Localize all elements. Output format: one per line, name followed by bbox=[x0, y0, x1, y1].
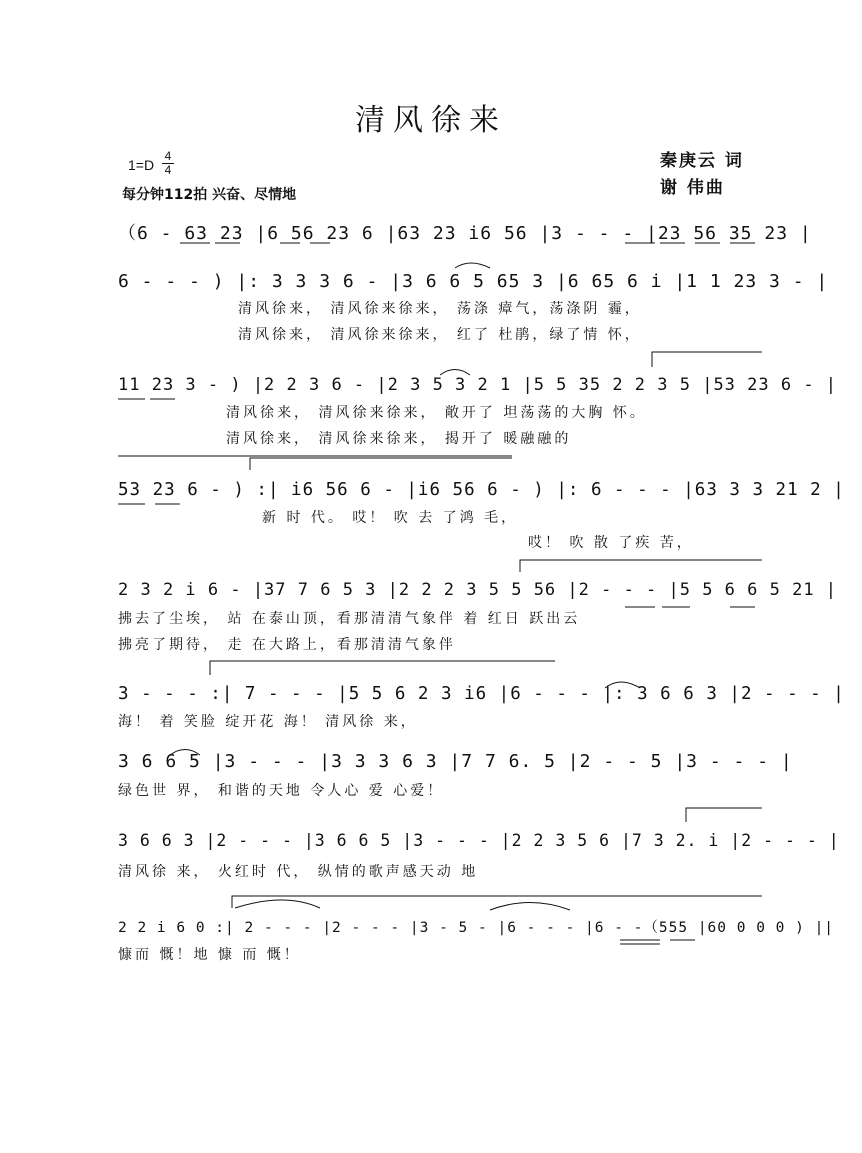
tempo-marking: 每分钟112拍 兴奋、尽情地 bbox=[122, 187, 297, 203]
notation-line-4: 53 23 6 - ) :| i6 56 6 - |i6 56 6 - ) |: 6 - - - |63 3 3 21 2 | bbox=[118, 480, 845, 500]
notation-line-1: （6 - 63 23 |6 56 23 6 |63 23 i6 56 |3 - - - |23 56 35 23 | bbox=[118, 223, 812, 244]
volta-bracket-5 bbox=[686, 808, 762, 822]
volta-bracket-2 bbox=[250, 458, 512, 470]
volta-bracket-3 bbox=[520, 560, 762, 572]
lyricist-credit: 秦庚云 词 bbox=[660, 151, 744, 171]
lyric-line-2-verse-1: 清风徐来， 清风徐来徐来， 荡涤 瘴气，荡涤阴 霾， bbox=[238, 301, 642, 317]
volta-bracket-1 bbox=[652, 352, 762, 367]
notation-line-7: 3 6 6 5 |3 - - - |3 3 3 6 3 |7 7 6. 5 |2 - - 5 |3 - - - | bbox=[118, 751, 793, 772]
time-signature-top: 4 bbox=[164, 149, 172, 163]
lyric-line-4-verse-1: 新 时 代。 哎！ 吹 去 了鸿 毛， bbox=[262, 510, 519, 526]
slur bbox=[440, 370, 470, 376]
time-signature-bottom: 4 bbox=[164, 163, 172, 177]
lyric-line-2-verse-2: 清风徐来， 清风徐来徐来， 红了 杜鹃，绿了情 怀， bbox=[238, 327, 642, 343]
notation-line-9: 2 2 i 6 0 :| 2 - - - |2 - - - |3 - 5 - |6 - - - |6 - -（555 |60 0 0 0 ) || bbox=[118, 920, 835, 936]
notation-line-6: 3 - - - :| 7 - - - |5 5 6 2 3 i6 |6 - - - |: 3 6 6 3 |2 - - - | bbox=[118, 684, 845, 704]
slur bbox=[235, 900, 320, 908]
slur bbox=[455, 263, 490, 268]
composer-credit: 谢 伟曲 bbox=[660, 178, 725, 198]
lyric-line-9: 慷而 慨！地 慷 而 慨！ bbox=[118, 947, 301, 963]
volta-bracket-4 bbox=[210, 661, 555, 675]
lyric-line-7: 绿色世 界， 和谐的天地 令人心 爱 心爱！ bbox=[118, 783, 445, 799]
volta-bracket-6 bbox=[232, 896, 762, 908]
lyric-line-4-verse-2: 哎！ 吹 散 了疾 苦， bbox=[528, 535, 694, 551]
key-signature: 1=D bbox=[128, 157, 155, 173]
slur bbox=[605, 682, 640, 688]
notation-line-8: 3 6 6 3 |2 - - - |3 6 6 5 |3 - - - |2 2 3 5 6 |7 3 2. i |2 - - - | bbox=[118, 831, 840, 850]
lyric-line-5-verse-2: 拂亮了期待， 走 在大路上，看那清清气象伴 bbox=[118, 637, 456, 653]
notation-line-5: 2 3 2 i 6 - |37 7 6 5 3 |2 2 2 3 5 5 56 |2 - - - |5 5 6 6 5 21 | bbox=[118, 580, 838, 600]
lyric-line-3-verse-2: 清风徐来， 清风徐来徐来， 揭开了 暖融融的 bbox=[226, 431, 572, 447]
lyric-line-3-verse-1: 清风徐来， 清风徐来徐来， 敞开了 坦荡荡的大胸 怀。 bbox=[226, 405, 647, 421]
notation-line-2: 6 - - - ) |: 3 3 3 6 - |3 6 6 5 65 3 |6 65 6 i |1 1 23 3 - | bbox=[118, 271, 829, 292]
notation-line-3: 11 23 3 - ) |2 2 3 6 - |2 3 5 3 2 1 |5 5 35 2 2 3 5 |53 23 6 - | bbox=[118, 375, 838, 395]
slur bbox=[490, 903, 570, 911]
lyric-line-6: 海！ 着 笑脸 绽开花 海！ 清风徐 来， bbox=[118, 714, 418, 730]
slur bbox=[170, 750, 200, 756]
beam-underline bbox=[620, 940, 695, 944]
lyric-line-5-verse-1: 拂去了尘埃， 站 在泰山顶，看那清清气象伴 着 红日 跃出云 bbox=[118, 611, 581, 627]
lyric-line-8: 清风徐 来， 火红时 代， 纵情的歌声感天动 地 bbox=[118, 864, 479, 880]
song-title: 清风徐来 bbox=[355, 103, 507, 138]
